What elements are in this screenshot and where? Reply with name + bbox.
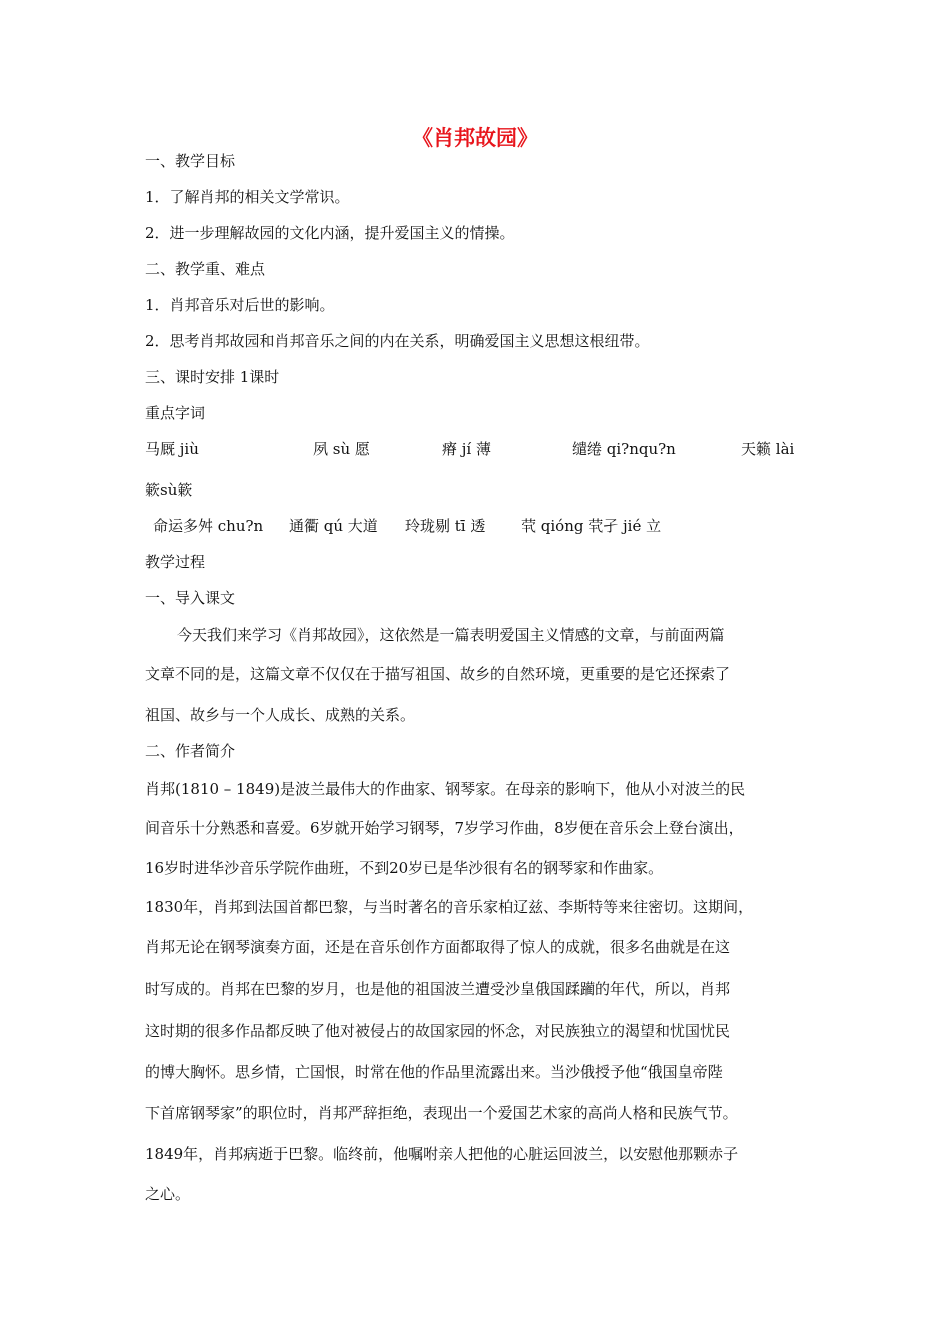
vocab-item: 通衢 qú 大道 (289, 517, 378, 535)
bio-paragraph-line: 肖邦无论在钢琴演奏方面，还是在音乐创作方面都取得了惊人的成就，很多名曲就是在这 (145, 938, 731, 956)
section-heading-schedule: 三、课时安排 1课时 (145, 368, 280, 386)
key-point-item-2: 2．思考肖邦故园和肖邦音乐之间的内在关系，明确爱国主义思想这根纽带。 (145, 332, 650, 350)
vocab-item: 缱绻 qi?nqu?n (572, 440, 676, 458)
vocab-item: 命运多舛 chu?n (153, 517, 264, 535)
section-heading-intro: 一、导入课文 (145, 589, 236, 607)
bio-paragraph-line: 16岁时进华沙音乐学院作曲班，不到20岁已是华沙很有名的钢琴家和作曲家。 (145, 859, 664, 877)
bio-paragraph-line: 1849年，肖邦病逝于巴黎。临终前，他嘱咐亲人把他的心脏运回波兰，以安慰他那颗赤子 (145, 1145, 739, 1163)
section-heading-author: 二、作者简介 (145, 742, 236, 760)
section-heading-key-points: 二、教学重、难点 (145, 260, 266, 278)
intro-paragraph-line: 祖国、故乡与一个人成长、成熟的关系。 (145, 706, 416, 724)
process-heading: 教学过程 (145, 553, 206, 571)
bio-paragraph-line: 之心。 (145, 1185, 191, 1203)
key-point-item-1: 1．肖邦音乐对后世的影响。 (145, 296, 335, 314)
goal-item-1: 1．了解肖邦的相关文学常识。 (145, 188, 350, 206)
vocab-item: 天籁 lài (741, 440, 795, 458)
vocab-item: 夙 sù 愿 (313, 440, 370, 458)
bio-paragraph-line: 时写成的。肖邦在巴黎的岁月，也是他的祖国波兰遭受沙皇俄国蹂躏的年代，所以，肖邦 (145, 980, 731, 998)
vocab-heading: 重点字词 (145, 404, 206, 422)
bio-paragraph-line: 这时期的很多作品都反映了他对被侵占的故国家园的怀念，对民族独立的渴望和忧国忧民 (145, 1022, 731, 1040)
intro-paragraph-line: 今天我们来学习《肖邦故园》，这依然是一篇表明爱国主义情感的文章，与前面两篇 (177, 626, 725, 644)
bio-paragraph-line: 下首席钢琴家”的职位时，肖邦严辞拒绝，表现出一个爱国艺术家的高尚人格和民族气节。 (145, 1104, 738, 1122)
vocab-item: 茕 qióng 茕孑 jié 立 (521, 517, 662, 535)
document-title: 《肖邦故园》 (412, 126, 538, 150)
bio-paragraph-line: 肖邦(1810 – 1849)是波兰最伟大的作曲家、钢琴家。在母亲的影响下，他从小对波兰的民 (145, 780, 746, 798)
vocab-item: 马厩 jiù (145, 440, 199, 458)
section-heading-goals: 一、教学目标 (145, 152, 236, 170)
bio-paragraph-line: 1830年，肖邦到法国首都巴黎，与当时著名的音乐家柏辽兹、李斯特等来往密切。这期间， (145, 898, 754, 916)
vocab-item: 玲珑剔 tī 透 (405, 517, 486, 535)
goal-item-2: 2．进一步理解故园的文化内涵，提升爱国主义的情操。 (145, 224, 515, 242)
vocab-item: 瘠 jí 薄 (442, 440, 491, 458)
bio-paragraph-line: 间音乐十分熟悉和喜爱。6岁就开始学习钢琴，7岁学习作曲，8岁便在音乐会上登台演出， (145, 819, 744, 837)
bio-paragraph-line: 的博大胸怀。思乡情，亡国恨，时常在他的作品里流露出来。当沙俄授予他“俄国皇帝陛 (145, 1063, 723, 1081)
intro-paragraph-line: 文章不同的是，这篇文章不仅仅在于描写祖国、故乡的自然环境，更重要的是它还探索了 (145, 665, 731, 683)
vocab-item: 簌sù簌 (145, 481, 193, 499)
